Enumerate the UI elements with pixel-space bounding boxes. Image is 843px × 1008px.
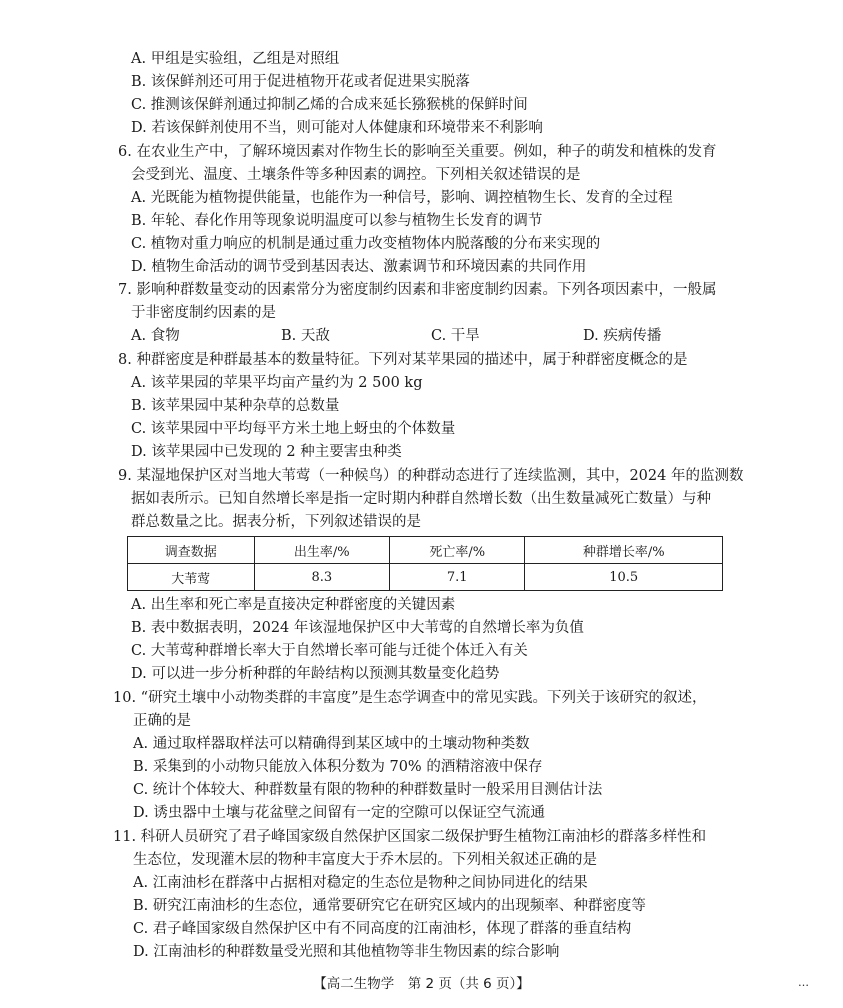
q9-option-d: D. 可以进一步分析种群的年龄结构以预测其数量变化趋势 (131, 666, 500, 682)
q5-option-a: A. 甲组是实验组，乙组是对照组 (131, 51, 340, 67)
q7-option-b: B. 天敌 (281, 328, 330, 344)
q7-option-d: D. 疾病传播 (583, 328, 662, 344)
table-cell: 10.5 (525, 564, 723, 591)
q11-option-c: C. 君子峰国家级自然保护区中有不同高度的江南油杉，体现了群落的垂直结构 (133, 921, 632, 937)
q5-option-d: D. 若该保鲜剂使用不当，则可能对人体健康和环境带来不利影响 (131, 120, 543, 136)
q9-stem-line-3: 群总数量之比。据表分析，下列叙述错误的是 (131, 514, 421, 530)
page-footer: 【高二生物学 第 2 页（共 6 页）】 (313, 976, 530, 992)
q8-option-d: D. 该苹果园中已发现的 2 种主要害虫种类 (131, 444, 402, 460)
q8-option-b: B. 该苹果园中某种杂草的总数量 (131, 398, 340, 414)
q5-option-c: C. 推测该保鲜剂通过抑制乙烯的合成来延长猕猴桃的保鲜时间 (131, 97, 528, 113)
table-header-cell: 出生率/% (254, 537, 389, 564)
q11-stem-line-1: 11. 科研人员研究了君子峰国家级自然保护区国家二级保护野生植物江南油杉的群落多样性和 (113, 829, 707, 845)
q7-stem-line-1: 7. 影响种群数量变动的因素常分为密度制约因素和非密度制约因素。下列各项因素中，一般属 (118, 282, 717, 298)
q11-stem-line-2: 生态位，发现灌木层的物种丰富度大于乔木层的。下列相关叙述正确的是 (133, 852, 597, 868)
q11-option-d: D. 江南油杉的种群数量受光照和其他植物等非生物因素的综合影响 (133, 944, 560, 960)
q6-stem-line-2: 会受到光、温度、土壤条件等多种因素的调控。下列相关叙述错误的是 (131, 167, 581, 183)
q7-option-c: C. 干旱 (431, 328, 480, 344)
q5-option-b: B. 该保鲜剂还可用于促进植物开花或者促进果实脱落 (131, 74, 470, 90)
q9-data-table (127, 536, 723, 591)
q8-option-c: C. 该苹果园中平均每平方米土地上蚜虫的个体数量 (131, 421, 456, 437)
q10-stem-line-1: 10. “研究土壤中小动物类群的丰富度”是生态学调查中的常见实践。下列关于该研究的叙述， (113, 690, 707, 706)
q6-option-b: B. 年轮、春化作用等现象说明温度可以参与植物生长发育的调节 (131, 213, 543, 229)
q7-stem-line-2: 于非密度制约因素的是 (131, 305, 276, 321)
q11-option-b: B. 研究江南油杉的生态位，通常要研究它在研究区域内的出现频率、种群密度等 (133, 898, 646, 914)
q10-option-b: B. 采集到的小动物只能放入体积分数为 70% 的酒精溶液中保存 (133, 759, 543, 775)
table-cell: 7.1 (390, 564, 525, 591)
q6-stem-line-1: 6. 在农业生产中，了解环境因素对作物生长的影响至关重要。例如，种子的萌发和植株的发育 (118, 144, 717, 160)
table-row (128, 564, 723, 591)
q6-option-a: A. 光既能为植物提供能量，也能作为一种信号，影响、调控植物生长、发育的全过程 (131, 190, 673, 206)
q10-option-c: C. 统计个体较大、种群数量有限的物种的种群数量时一般采用目测估计法 (133, 782, 603, 798)
q8-option-a: A. 该苹果园的苹果平均亩产量约为 2 500 kg (131, 375, 423, 391)
table-cell: 8.3 (254, 564, 389, 591)
q7-option-a: A. 食物 (131, 328, 180, 344)
q10-option-d: D. 诱虫器中土壤与花盆壁之间留有一定的空隙可以保证空气流通 (133, 805, 545, 821)
q8-stem: 8. 种群密度是种群最基本的数量特征。下列对某苹果园的描述中，属于种群密度概念的是 (118, 352, 688, 368)
q9-option-c: C. 大苇莺种群增长率大于自然增长率可能与迁徙个体迁入有关 (131, 643, 528, 659)
q10-stem-line-2: 正确的是 (133, 713, 191, 729)
table-header-cell: 调查数据 (128, 537, 255, 564)
q9-stem-line-2: 据如表所示。已知自然增长率是指一定时期内种群自然增长数（出生数量减死亡数量）与种 (131, 491, 711, 507)
corner-mark: … (798, 976, 809, 989)
q10-option-a: A. 通过取样器取样法可以精确得到某区域中的土壤动物种类数 (133, 736, 530, 752)
q9-option-b: B. 表中数据表明，2024 年该湿地保护区中大苇莺的自然增长率为负值 (131, 620, 584, 636)
table-header-cell: 死亡率/% (390, 537, 525, 564)
q6-option-d: D. 植物生命活动的调节受到基因表达、激素调节和环境因素的共同作用 (131, 259, 587, 275)
table-header-cell: 种群增长率/% (525, 537, 723, 564)
q11-option-a: A. 江南油杉在群落中占据相对稳定的生态位是物种之间协同进化的结果 (133, 875, 588, 891)
table-cell: 大苇莺 (128, 564, 255, 591)
q9-stem-line-1: 9. 某湿地保护区对当地大苇莺（一种候鸟）的种群动态进行了连续监测，其中，2024 年的监测数 (118, 468, 744, 484)
table-header-row (128, 537, 723, 564)
q9-option-a: A. 出生率和死亡率是直接决定种群密度的关键因素 (131, 597, 456, 613)
q6-option-c: C. 植物对重力响应的机制是通过重力改变植物体内脱落酸的分布来实现的 (131, 236, 601, 252)
